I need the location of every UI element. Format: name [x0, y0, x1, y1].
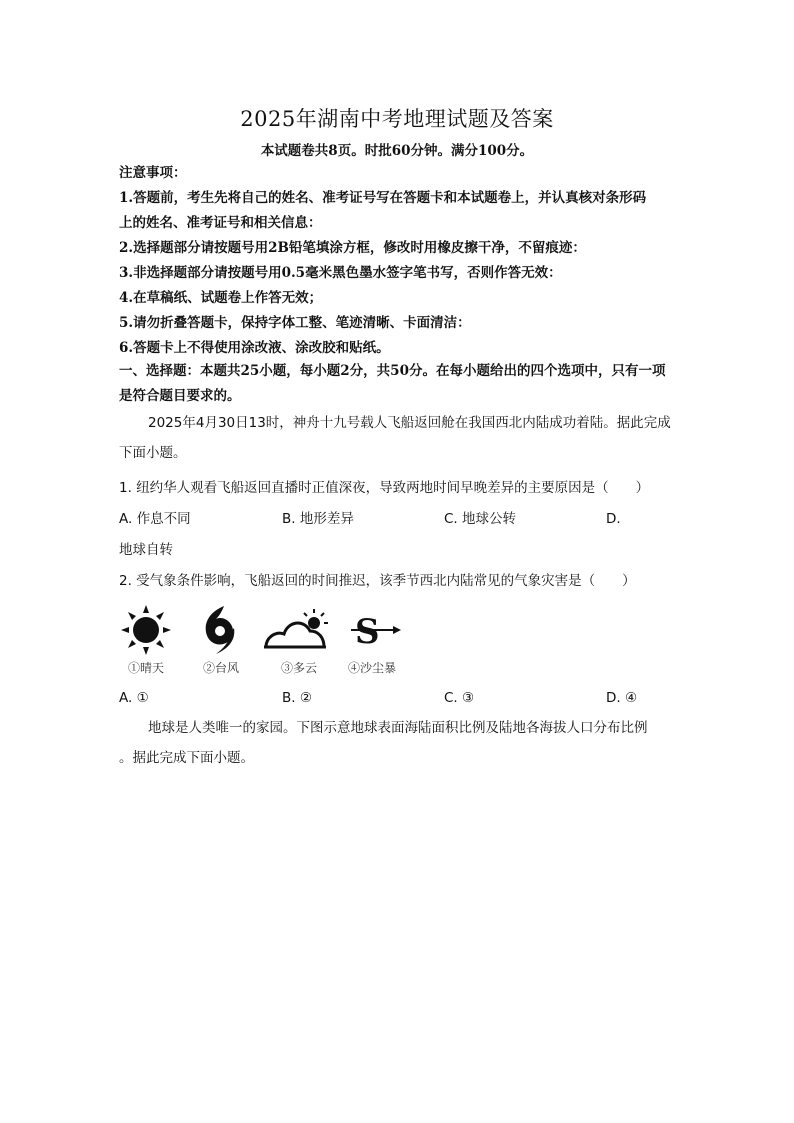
page-subtitle: 本试题卷共8页。时批60分钟。满分100分。 — [260, 143, 534, 159]
notes-item: 上的姓名、准考证号和相关信息： — [119, 215, 322, 231]
passage-1 — [119, 408, 679, 468]
notes-item: 6.答题卡上不得使用涂改液、涂改胶和贴纸。 — [119, 340, 390, 356]
section-heading — [119, 359, 679, 409]
question-1-option-c: C. 地球公转 — [444, 511, 517, 527]
question-2-stem: 2. 受气象条件影响，飞船返回的时间推迟，该季节西北内陆常见的气象灾害是（ ） — [119, 573, 636, 589]
icon-label: ②台风 — [203, 661, 240, 675]
page-title: 2025年湖南中考地理试题及答案 — [240, 107, 554, 131]
passage-line: 2025年4月30日13时，神舟十九号载人飞船返回舱在我国西北内陆成功着陆。据此完成 — [148, 415, 671, 431]
sandstorm-icon — [345, 603, 407, 657]
question-1-option-d-text: 地球自转 — [119, 542, 173, 558]
svg-text:S: S — [355, 612, 380, 652]
passage-line: 地球是人类唯一的家园。下图示意地球表面海陆面积比例及陆地各海拔人口分布比例 — [148, 720, 648, 736]
typhoon-icon — [190, 603, 252, 657]
section-line: 是符合题目要求的。 — [119, 388, 241, 404]
passage-line: 下面小题。 — [119, 445, 187, 461]
notes-item: 1.答题前，考生先将自己的姓名、准考证号写在答题卡和本试题卷上，并认真核对条形码 — [119, 190, 647, 206]
notes-heading: 注意事项： — [119, 165, 187, 181]
question-2-option-b: B. ② — [282, 690, 312, 706]
icon-label: ③多云 — [281, 661, 318, 675]
question-1-stem: 1. 纽约华人观看飞船返回直播时正值深夜，导致两地时间早晚差异的主要原因是（ ） — [119, 480, 650, 496]
question-2-option-c: C. ③ — [444, 690, 475, 706]
question-1-option-a: A. 作息不同 — [119, 511, 191, 527]
notes-item: 3.非选择题部分请按题号用0.5毫米黑色墨水签字笔书写，否则作答无效： — [119, 265, 562, 281]
question-1-option-d: D. — [606, 511, 621, 527]
section-line: 一、选择题：本题共25小题，每小题2分，共50分。在每小题给出的四个选项中，只有一项 — [119, 363, 666, 379]
notes-item: 4.在草稿纸、试题卷上作答无效； — [119, 290, 323, 306]
passage-line: 。据此完成下面小题。 — [119, 750, 254, 766]
cloudy-icon — [262, 603, 330, 657]
question-1-option-b: B. 地形差异 — [282, 511, 354, 527]
sun-icon — [116, 603, 178, 657]
icon-label: ①晴天 — [128, 661, 165, 675]
notes-item: 5.请勿折叠答题卡，保持字体工整、笔迹清晰、卡面清洁： — [119, 315, 471, 331]
notes-block — [119, 161, 679, 361]
icon-label: ④沙尘暴 — [348, 661, 397, 675]
question-2-option-a: A. ① — [119, 690, 149, 706]
question-2-option-d: D. ④ — [606, 690, 638, 706]
passage-2 — [119, 713, 679, 773]
notes-item: 2.选择题部分请按题号用2B铅笔填涂方框，修改时用橡皮擦干净，不留痕迹： — [119, 240, 586, 256]
